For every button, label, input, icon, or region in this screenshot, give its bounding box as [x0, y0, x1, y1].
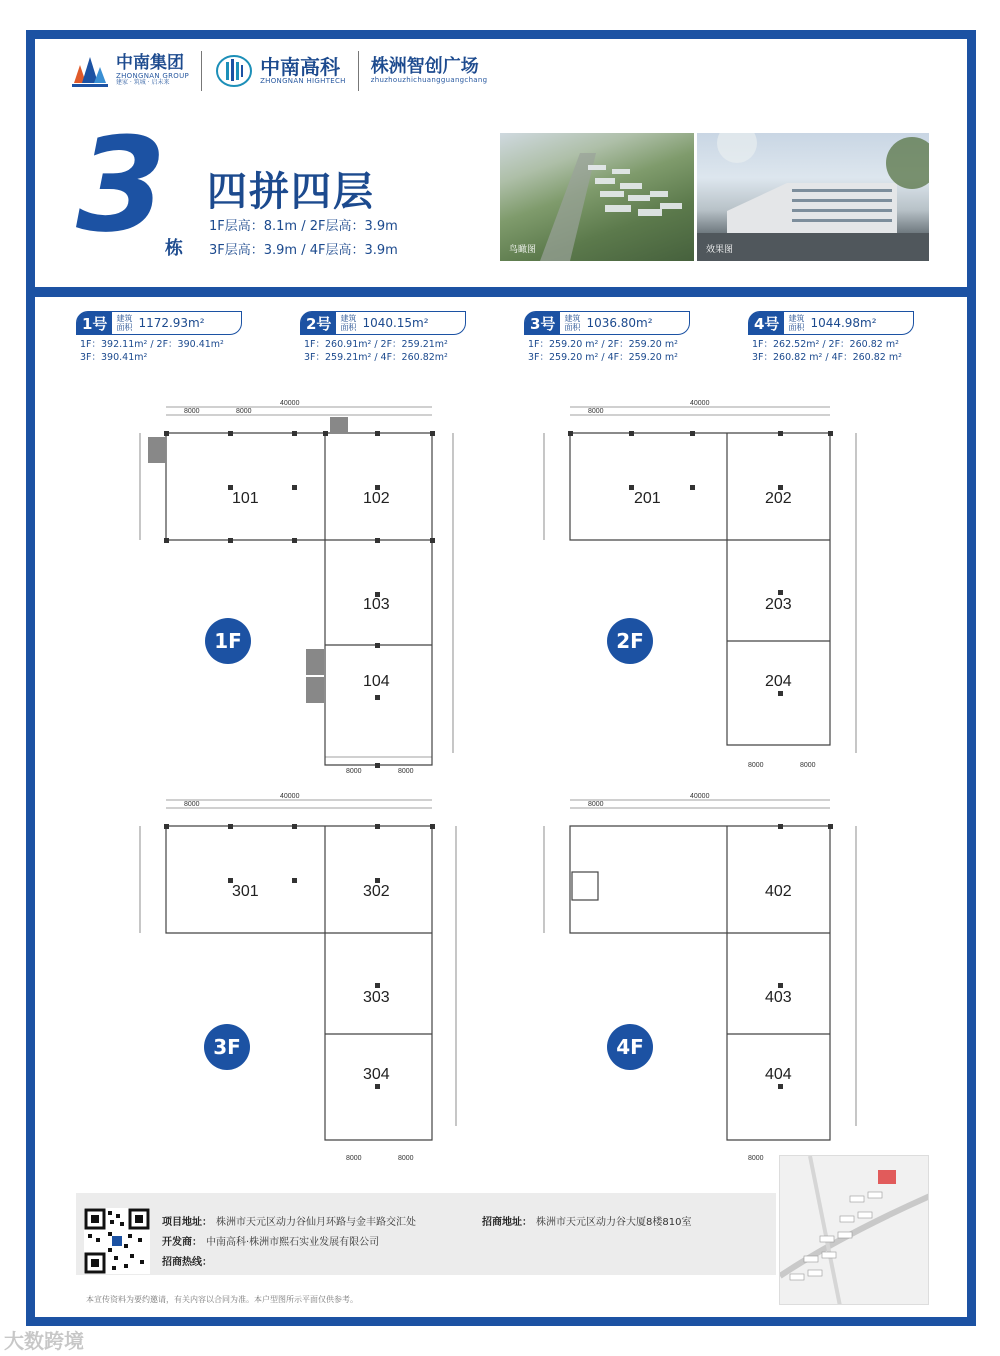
room-label: 104 [363, 673, 390, 690]
floor-plan-1f-drawing [120, 395, 480, 775]
logo1-en: ZHONGNAN GROUP [116, 72, 190, 81]
logo1-cn: 中南集团 [116, 53, 184, 74]
unit-info-1 [76, 311, 296, 364]
unit-head [524, 311, 690, 335]
floor-badge-1f: 1F [205, 618, 251, 664]
floor-badge-3f: 3F [204, 1024, 250, 1070]
watermark: 大数跨境 [4, 1329, 84, 1353]
dim-total-width: 40000 [280, 400, 300, 407]
room-label: 202 [765, 490, 792, 507]
developer-value: 中南高科·株洲市熙石实业发展有限公司 [206, 1237, 380, 1248]
heights-line-1: 1F层高：8.1m / 2F层高：3.9m [209, 219, 398, 234]
dim-total-width: 40000 [690, 793, 710, 800]
room-label: 302 [363, 883, 390, 900]
unit-area: 1036.80m² [586, 316, 653, 330]
building-suffix: 栋 [165, 238, 183, 259]
dim-bay: 8000 [800, 762, 816, 769]
unit-floor-areas-1: 1F：259.20 m² / 2F：259.20 m² [528, 339, 678, 350]
developer [162, 1233, 379, 1248]
logo2-en: ZHONGNAN HIGHTECH [260, 76, 346, 85]
floor-badge-4f: 4F [607, 1024, 653, 1070]
zhongnan-group-logo [70, 53, 189, 89]
zhongnan-hightech-logo [214, 53, 346, 89]
photo-caption-aerial: 鸟瞰图 [509, 245, 537, 255]
aerial-view-image [500, 133, 694, 261]
qr-code-icon [84, 1208, 150, 1274]
project-address-label: 项目地址： [162, 1217, 212, 1228]
floor-plan-3f-drawing [120, 790, 480, 1170]
floor-plan-1f [120, 395, 480, 775]
photo-caption-rendering: 效果图 [706, 245, 734, 255]
qr-code[interactable] [84, 1208, 150, 1274]
site-location-map [779, 1155, 929, 1305]
dim-bay: 8000 [748, 1155, 764, 1162]
room-label: 404 [765, 1066, 792, 1083]
unit-info-2 [300, 311, 520, 364]
dim-bay: 8000 [398, 1155, 414, 1162]
logo-separator [358, 51, 359, 91]
unit-area-label: 建筑面积 [116, 314, 133, 332]
unit-floor-areas-2: 3F：260.82 m² / 4F：260.82 m² [752, 352, 902, 363]
office-address-label: 招商地址： [482, 1217, 532, 1228]
dim-bay: 8000 [346, 1155, 362, 1162]
office-address-value: 株洲市天元区动力谷大厦8楼810室 [536, 1217, 692, 1228]
zhongnan-hightech-icon [214, 53, 254, 89]
developer-label: 开发商： [162, 1237, 202, 1248]
rendering-image [697, 133, 929, 261]
dim-total-width: 40000 [280, 793, 300, 800]
logo-separator [201, 51, 202, 91]
room-label: 301 [232, 883, 259, 900]
unit-area-label: 建筑面积 [788, 314, 805, 332]
unit-area-label: 建筑面积 [340, 314, 357, 332]
dim-bay: 8000 [184, 801, 200, 808]
hotline [162, 1253, 216, 1268]
unit-head [76, 311, 242, 335]
floor-plan-2f-drawing [530, 395, 890, 775]
disclaimer: 本宣传资料为要约邀请，有关内容以合同为准。本户型图所示平面仅供参考。 [86, 1295, 358, 1304]
floor-plan-4f [530, 790, 890, 1170]
room-label: 403 [765, 989, 792, 1006]
unit-floor-areas-2: 3F：390.41m² [80, 352, 148, 363]
logo1-tag: 建家 · 筑城 · 启未来 [116, 79, 170, 87]
dim-bay: 8000 [236, 408, 252, 415]
unit-head [300, 311, 466, 335]
floor-plan-2f [530, 395, 890, 775]
zhongnan-group-icon [70, 53, 110, 89]
project-address [162, 1213, 416, 1228]
floor-plan-4f-drawing [530, 790, 890, 1170]
unit-area: 1044.98m² [810, 316, 877, 330]
logo2-cn: 中南高科 [260, 54, 341, 79]
unit-number: 1号 [77, 312, 112, 334]
floor-badge-2f: 2F [607, 618, 653, 664]
room-label: 203 [765, 596, 792, 613]
logo-row [70, 46, 487, 96]
dim-bay: 8000 [588, 408, 604, 415]
dim-bay: 8000 [346, 768, 362, 775]
room-label: 102 [363, 490, 390, 507]
unit-floor-areas-1: 1F：262.52m² / 2F：260.82 m² [752, 339, 899, 350]
unit-area: 1172.93m² [138, 316, 205, 330]
dim-total-width: 40000 [690, 400, 710, 407]
unit-info-3 [524, 311, 744, 364]
unit-floor-areas-2: 3F：259.21m² / 4F：260.82m² [304, 352, 448, 363]
building-title: 四拼四层 [207, 169, 375, 215]
room-label: 201 [634, 490, 661, 507]
unit-area-label: 建筑面积 [564, 314, 581, 332]
unit-number: 3号 [525, 312, 560, 334]
unit-area: 1040.15m² [362, 316, 429, 330]
floor-plan-3f [120, 790, 480, 1170]
building-number: 3 [76, 109, 167, 261]
unit-info-4 [748, 311, 968, 364]
room-label: 304 [363, 1066, 390, 1083]
site-map-illustration [780, 1156, 929, 1305]
logo3-cn: 株洲智创广场 [370, 55, 479, 77]
project-address-value: 株洲市天元区动力谷仙月环路与金丰路交汇处 [216, 1217, 416, 1228]
heights-line-2: 3F层高：3.9m / 4F层高：3.9m [209, 243, 398, 258]
unit-number: 4号 [749, 312, 784, 334]
office-address [482, 1213, 691, 1228]
logo3-en: zhuzhouzhichuangguangchang [370, 75, 488, 84]
unit-number: 2号 [301, 312, 336, 334]
dim-bay: 8000 [588, 801, 604, 808]
unit-floor-areas-1: 1F：392.11m² / 2F：390.41m² [80, 339, 224, 350]
dim-bay: 8000 [398, 768, 414, 775]
dim-bay: 8000 [184, 408, 200, 415]
room-label: 101 [232, 490, 259, 507]
room-label: 204 [765, 673, 792, 690]
hotline-label: 招商热线： [162, 1257, 212, 1268]
room-label: 303 [363, 989, 390, 1006]
dim-bay: 8000 [748, 762, 764, 769]
header-divider [35, 287, 967, 297]
unit-floor-areas-1: 1F：260.91m² / 2F：259.21m² [304, 339, 448, 350]
project-logo [370, 55, 488, 84]
unit-head [748, 311, 914, 335]
floor-heights [209, 215, 398, 263]
unit-floor-areas-2: 3F：259.20 m² / 4F：259.20 m² [528, 352, 678, 363]
room-label: 402 [765, 883, 792, 900]
room-label: 103 [363, 596, 390, 613]
